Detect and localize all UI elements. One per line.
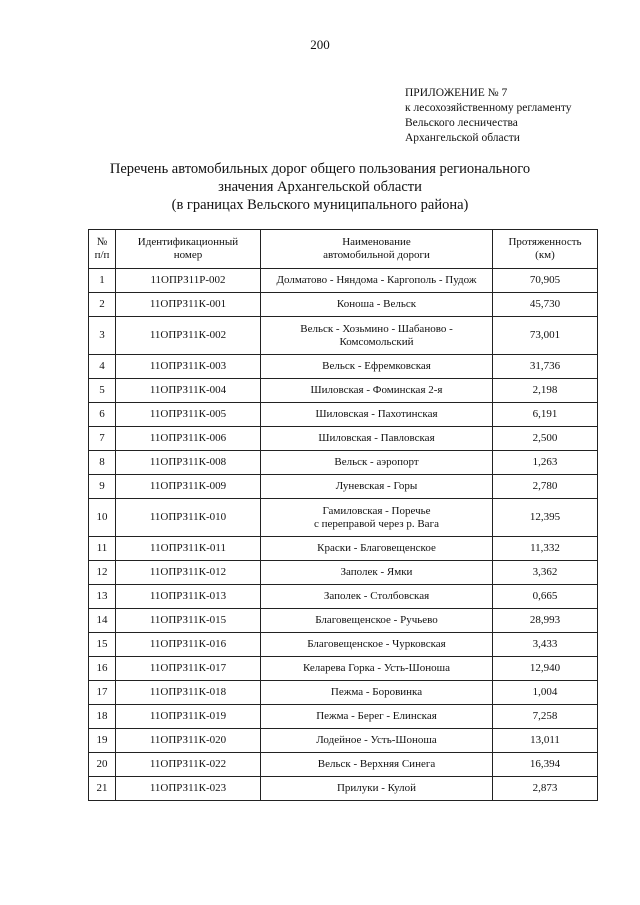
cell-road-name: Шиловская - Пахотинская <box>261 403 493 427</box>
cell-road-name: Заполек - Ямки <box>261 561 493 585</box>
cell-number: 9 <box>89 475 116 499</box>
cell-number: 13 <box>89 585 116 609</box>
cell-length: 12,395 <box>493 499 598 537</box>
road-name-line: Гамиловская - Поречье <box>322 504 431 517</box>
cell-number: 5 <box>89 379 116 403</box>
header-text: Наименование <box>342 236 411 248</box>
table-row <box>89 657 598 681</box>
header-road-name <box>261 230 493 269</box>
cell-identifier: 11ОПРЗ11К-022 <box>116 753 261 777</box>
appendix-title: ПРИЛОЖЕНИЕ № 7 <box>405 87 508 99</box>
cell-length: 7,258 <box>493 705 598 729</box>
document-title <box>0 160 640 214</box>
road-name-line: Вельск - Хозьмино - Шабаново - <box>300 322 453 335</box>
cell-identifier: 11ОПРЗ11К-015 <box>116 609 261 633</box>
cell-identifier: 11ОПРЗ11К-003 <box>116 355 261 379</box>
cell-identifier: 11ОПРЗ11К-017 <box>116 657 261 681</box>
cell-length: 2,780 <box>493 475 598 499</box>
road-name-line: с переправой через р. Вага <box>314 517 439 530</box>
header-text: п/п <box>94 249 110 261</box>
cell-road-name: Вельск - Верхняя Синега <box>261 753 493 777</box>
cell-length: 28,993 <box>493 609 598 633</box>
cell-number: 6 <box>89 403 116 427</box>
cell-number: 14 <box>89 609 116 633</box>
cell-identifier: 11ОПРЗ11К-002 <box>116 317 261 355</box>
cell-length: 45,730 <box>493 293 598 317</box>
cell-identifier: 11ОПРЗ11К-012 <box>116 561 261 585</box>
cell-number: 1 <box>89 269 116 293</box>
header-number <box>89 230 116 269</box>
cell-identifier: 11ОПРЗ11К-009 <box>116 475 261 499</box>
cell-identifier: 11ОПРЗ11К-008 <box>116 451 261 475</box>
table-row <box>89 585 598 609</box>
cell-number: 4 <box>89 355 116 379</box>
cell-length: 0,665 <box>493 585 598 609</box>
table-row <box>89 609 598 633</box>
header-text: (км) <box>535 249 555 261</box>
cell-identifier: 11ОПРЗ11К-013 <box>116 585 261 609</box>
appendix-line: Вельского лесничества <box>405 117 518 129</box>
cell-length: 2,500 <box>493 427 598 451</box>
cell-length: 2,873 <box>493 777 598 801</box>
cell-length: 12,940 <box>493 657 598 681</box>
appendix-line: к лесохозяйственному регламенту <box>405 102 572 114</box>
cell-number: 8 <box>89 451 116 475</box>
table-row <box>89 293 598 317</box>
cell-road-name: Прилуки - Кулой <box>261 777 493 801</box>
cell-number: 19 <box>89 729 116 753</box>
cell-identifier: 11ОПРЗ11К-005 <box>116 403 261 427</box>
table-header-row <box>89 230 598 269</box>
cell-length: 11,332 <box>493 537 598 561</box>
table-row <box>89 777 598 801</box>
cell-road-name: Вельск - аэропорт <box>261 451 493 475</box>
cell-road-name: Шиловская - Павловская <box>261 427 493 451</box>
header-text: автомобильной дороги <box>323 249 430 261</box>
appendix-block <box>405 86 572 146</box>
title-line: (в границах Вельского муниципального района) <box>171 197 469 213</box>
header-text: № <box>96 236 108 248</box>
cell-identifier: 11ОПРЗ11К-006 <box>116 427 261 451</box>
table-row <box>89 537 598 561</box>
cell-number: 3 <box>89 317 116 355</box>
table-row <box>89 355 598 379</box>
cell-number: 21 <box>89 777 116 801</box>
cell-identifier: 11ОПРЗ11К-018 <box>116 681 261 705</box>
cell-road-name: Заполек - Столбовская <box>261 585 493 609</box>
cell-identifier: 11ОПРЗ11К-020 <box>116 729 261 753</box>
cell-length: 1,004 <box>493 681 598 705</box>
header-text: Идентификационный <box>137 236 239 248</box>
cell-road-name: Шиловская - Фоминская 2-я <box>261 379 493 403</box>
cell-length: 3,433 <box>493 633 598 657</box>
title-line: значения Архангельской области <box>218 179 422 195</box>
table-row <box>89 475 598 499</box>
cell-number: 7 <box>89 427 116 451</box>
cell-number: 12 <box>89 561 116 585</box>
cell-road-name: Вельск - Ефремковская <box>261 355 493 379</box>
cell-road-name: Благовещенское - Чурковская <box>261 633 493 657</box>
cell-road-name: Луневская - Горы <box>261 475 493 499</box>
road-name-line: Комсомольский <box>339 335 414 348</box>
cell-road-name: Краски - Благовещенское <box>261 537 493 561</box>
header-text: номер <box>173 249 203 261</box>
cell-length: 70,905 <box>493 269 598 293</box>
cell-road-name: Пежма - Берег - Елинская <box>261 705 493 729</box>
roads-table <box>88 229 598 801</box>
table-row <box>89 753 598 777</box>
cell-length: 13,011 <box>493 729 598 753</box>
cell-number: 11 <box>89 537 116 561</box>
cell-identifier: 11ОПРЗ11Р-002 <box>116 269 261 293</box>
cell-length: 3,362 <box>493 561 598 585</box>
cell-length: 73,001 <box>493 317 598 355</box>
cell-road-name: Пежма - Боровинка <box>261 681 493 705</box>
table-row <box>89 499 598 537</box>
cell-road-name <box>261 317 493 355</box>
cell-length: 31,736 <box>493 355 598 379</box>
table-row <box>89 269 598 293</box>
header-text: Протяженность <box>508 236 582 248</box>
cell-road-name: Долматово - Няндома - Каргополь - Пудож <box>261 269 493 293</box>
cell-number: 18 <box>89 705 116 729</box>
header-length <box>493 230 598 269</box>
cell-length: 16,394 <box>493 753 598 777</box>
table-row <box>89 633 598 657</box>
cell-number: 16 <box>89 657 116 681</box>
cell-length: 6,191 <box>493 403 598 427</box>
cell-identifier: 11ОПРЗ11К-010 <box>116 499 261 537</box>
cell-number: 10 <box>89 499 116 537</box>
cell-length: 1,263 <box>493 451 598 475</box>
cell-identifier: 11ОПРЗ11К-016 <box>116 633 261 657</box>
cell-number: 15 <box>89 633 116 657</box>
title-line: Перечень автомобильных дорог общего пользования регионального <box>109 161 531 177</box>
cell-road-name: Коноша - Вельск <box>261 293 493 317</box>
table-row <box>89 705 598 729</box>
table-row <box>89 379 598 403</box>
cell-road-name <box>261 499 493 537</box>
cell-identifier: 11ОПРЗ11К-001 <box>116 293 261 317</box>
table-row <box>89 403 598 427</box>
cell-identifier: 11ОПРЗ11К-023 <box>116 777 261 801</box>
table-row <box>89 427 598 451</box>
cell-length: 2,198 <box>493 379 598 403</box>
appendix-line: Архангельской области <box>405 132 520 144</box>
cell-number: 17 <box>89 681 116 705</box>
cell-road-name: Келарева Горка - Усть-Шоноша <box>261 657 493 681</box>
header-identifier <box>116 230 261 269</box>
table-row <box>89 729 598 753</box>
table-row <box>89 451 598 475</box>
cell-road-name: Благовещенское - Ручьево <box>261 609 493 633</box>
table-row <box>89 681 598 705</box>
cell-identifier: 11ОПРЗ11К-004 <box>116 379 261 403</box>
cell-number: 20 <box>89 753 116 777</box>
table-row <box>89 317 598 355</box>
table-row <box>89 561 598 585</box>
page-number: 200 <box>310 37 330 52</box>
cell-road-name: Лодейное - Усть-Шоноша <box>261 729 493 753</box>
cell-number: 2 <box>89 293 116 317</box>
cell-identifier: 11ОПРЗ11К-019 <box>116 705 261 729</box>
cell-identifier: 11ОПРЗ11К-011 <box>116 537 261 561</box>
